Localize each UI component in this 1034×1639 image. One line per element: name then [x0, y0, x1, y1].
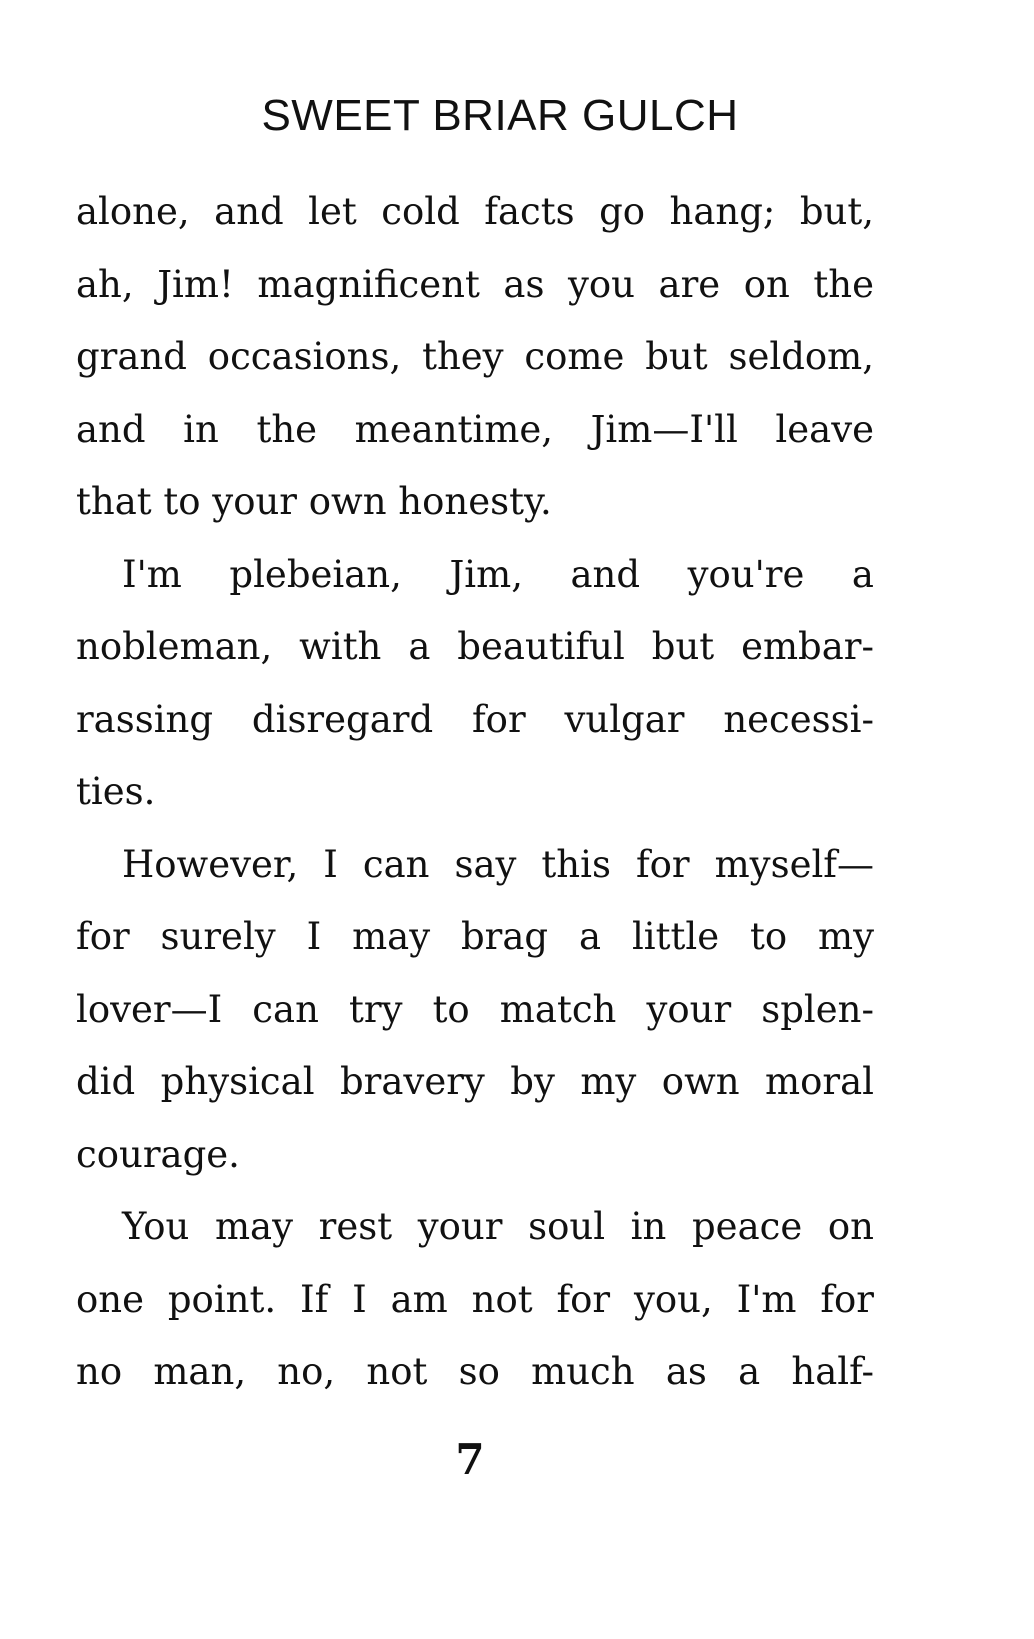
text-line: and in the meantime, Jim—I'll leave — [76, 407, 874, 451]
text-line: lover—I can try to match your splen- — [76, 987, 874, 1031]
body-text — [76, 176, 874, 1409]
running-head: SWEET BRIAR GULCH — [261, 91, 739, 140]
text-line: courage. — [76, 1132, 240, 1176]
text-line: one point. If I am not for you, I'm for — [76, 1277, 874, 1321]
text-line: I'm plebeian, Jim, and you're a — [122, 552, 874, 596]
text-line: grand occasions, they come but seldom, — [76, 335, 874, 378]
text-line: alone, and let cold facts go hang; but, — [76, 190, 874, 233]
text-line: However, I can say this for myself— — [122, 842, 874, 886]
text-line: nobleman, with a beautiful but embar- — [76, 625, 874, 668]
text-line: did physical bravery by my own moral — [76, 1060, 874, 1103]
page-number: 7 — [455, 1435, 485, 1484]
text-line: ah, Jim! magnificent as you are on the — [76, 262, 874, 306]
text-line: ties. — [76, 770, 156, 813]
text-line: for surely I may brag a little to my — [76, 915, 874, 958]
text-line: You may rest your soul in peace on — [122, 1205, 874, 1248]
text-line: that to your own honesty. — [76, 480, 552, 523]
text-line: rassing disregard for vulgar necessi- — [76, 697, 874, 741]
text-line: no man, no, not so much as a half- — [76, 1350, 874, 1393]
